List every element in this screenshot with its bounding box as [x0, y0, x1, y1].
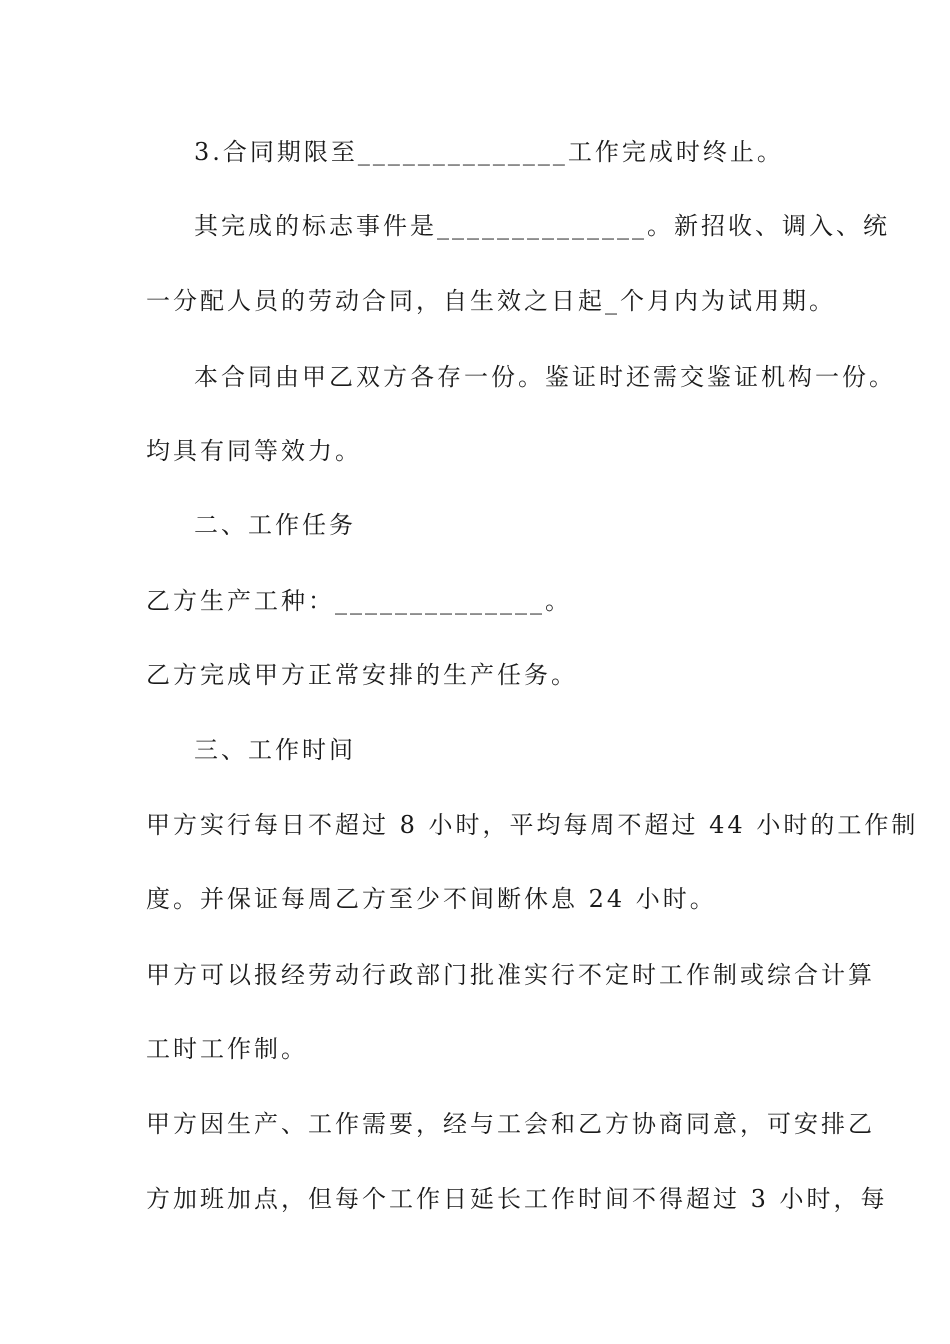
paragraph-line: 其完成的标志事件是______________。新招收、调入、统	[194, 212, 890, 240]
paragraph-line: 3.合同期限至______________工作完成时终止。	[194, 138, 784, 166]
paragraph-line: 本合同由甲乙双方各存一份。鉴证时还需交鉴证机构一份。	[194, 363, 896, 391]
paragraph-line: 乙方完成甲方正常安排的生产任务。	[146, 661, 578, 689]
section-heading: 三、工作时间	[194, 736, 356, 764]
section-heading: 二、工作任务	[194, 511, 356, 539]
paragraph-line: 甲方可以报经劳动行政部门批准实行不定时工作制或综合计算	[146, 961, 875, 989]
paragraph-line: 方加班加点，但每个工作日延长工作时间不得超过 3 小时，每	[146, 1185, 888, 1213]
paragraph-line: 工时工作制。	[146, 1035, 308, 1063]
paragraph-line: 甲方实行每日不超过 8 小时，平均每周不超过 44 小时的工作制	[146, 811, 919, 839]
paragraph-line: 乙方生产工种：______________。	[146, 587, 572, 615]
paragraph-line: 一分配人员的劳动合同，自生效之日起_个月内为试用期。	[146, 287, 836, 315]
paragraph-line: 甲方因生产、工作需要，经与工会和乙方协商同意，可安排乙	[146, 1110, 875, 1138]
paragraph-line: 度。并保证每周乙方至少不间断休息 24 小时。	[146, 885, 717, 913]
paragraph-line: 均具有同等效力。	[146, 437, 362, 465]
